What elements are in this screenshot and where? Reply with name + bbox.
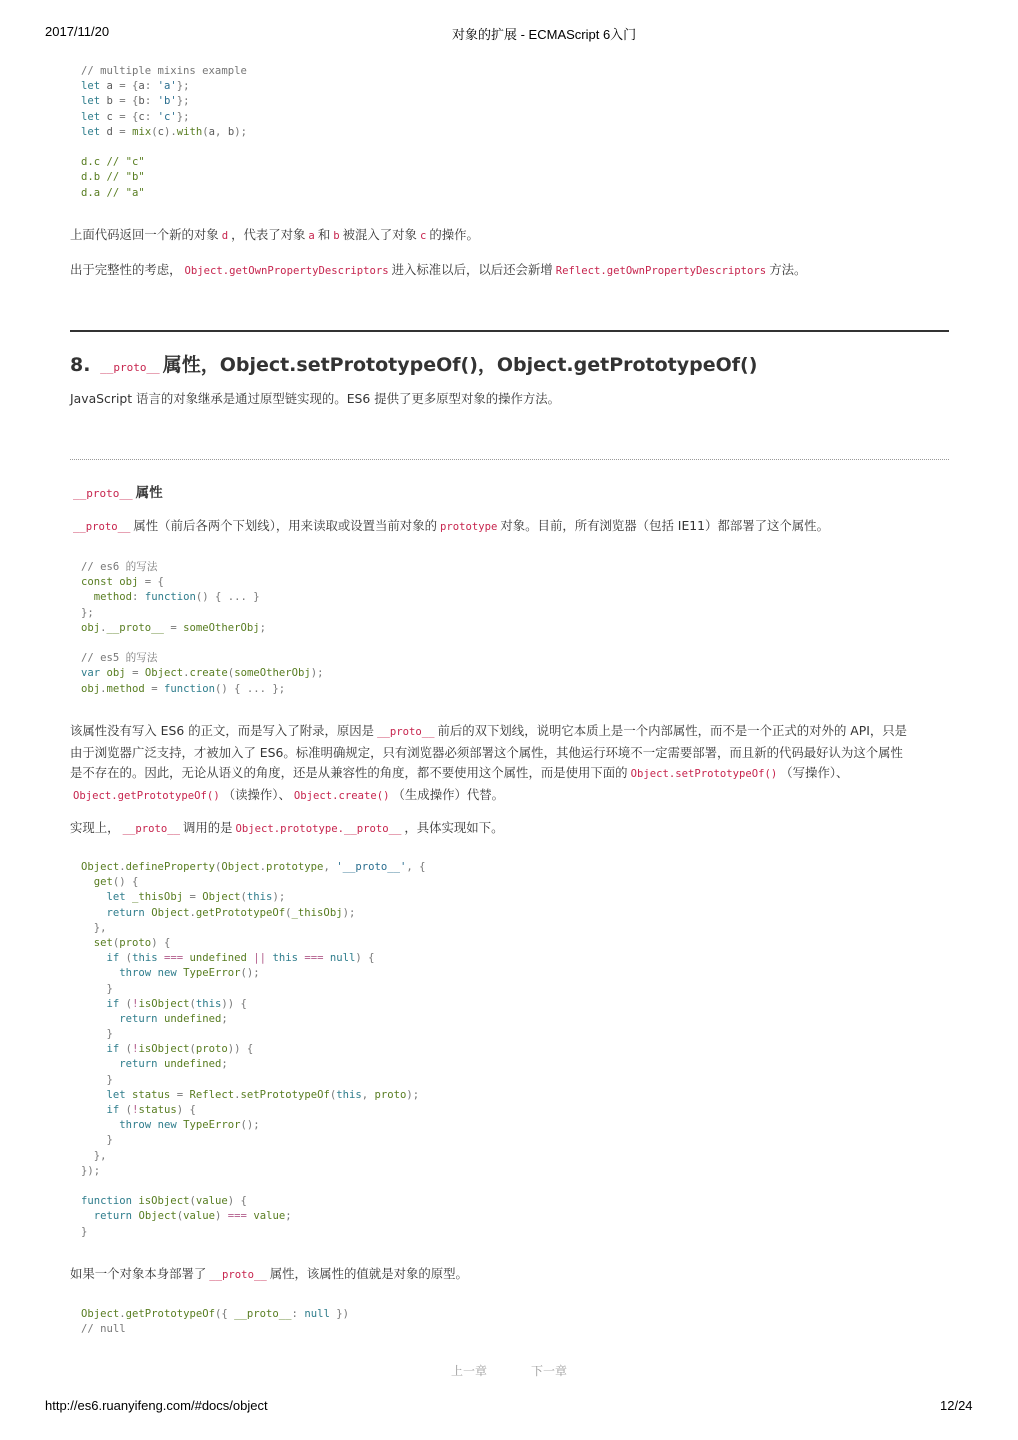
paragraph-completeness: 出于完整性的考虑， Object.getOwnPropertyDescriptors 进入标准以后，以后还会新增 Reflect.getOwnPropertyDescriptors 方法。: [70, 262, 807, 277]
code-line: }: [106, 1028, 113, 1041]
paragraph-proto-intro: __proto__ 属性（前后各两个下划线），用来读取或设置当前对象的 prototype 对象。目前，所有浏览器（包括 IE11）都部署了这个属性。: [70, 516, 829, 538]
inline-code: Object.create(): [293, 789, 390, 802]
code-line: if (!isObject(this)) {: [106, 997, 247, 1010]
inline-code: Object.getPrototypeOf(): [73, 789, 220, 802]
inline-code: prototype: [439, 521, 498, 533]
code-line: let status = Reflect.setPrototypeOf(this, proto);: [106, 1088, 420, 1101]
code-comment: // es6 的写法: [81, 561, 158, 573]
inline-code: __proto__: [73, 521, 131, 533]
code-block-mixins: [81, 64, 247, 201]
inline-code: c: [419, 230, 427, 242]
inline-code: __proto__: [209, 1269, 267, 1281]
code-line: if (!status) {: [106, 1104, 196, 1116]
code-line: throw new TypeError();: [119, 967, 260, 980]
inline-code: Object.getOwnPropertyDescriptors: [184, 265, 389, 277]
code-comment: // multiple mixins example: [81, 65, 247, 77]
paragraph-own-proto: 如果一个对象本身部署了 __proto__ 属性，该属性的值就是对象的原型。: [70, 1266, 468, 1281]
code-line: return undefined;: [119, 1012, 228, 1025]
prev-chapter-link[interactable]: 上一章: [451, 1364, 488, 1378]
print-date: 2017/11/20: [45, 24, 110, 39]
code-line: let c = {c: 'c'};: [81, 110, 190, 123]
code-comment: // es5 的写法: [81, 652, 158, 665]
code-line: set(proto) {: [93, 936, 171, 949]
section-intro: JavaScript 语言的对象继承是通过原型链实现的。ES6 提供了更多原型对象的操作方法。: [70, 391, 561, 406]
paragraph-proto-appendix: 该属性没有写入 ES6 的正文，而是写入了附录，原因是 __proto__ 前后的双下划线，说明它本质上是一个内部属性，而不是一个正式的对外的 API，只是 由于浏览器广泛支持，才被加入了 ES6。标准明确规定，只有浏览器必须部署这个属性，其他运行环境不一定需要部署，而且新的代码最好认为这个属性 是不存在的。因此，无论从语义的角度，还是从兼容性的角度，都不要使用这个属性，而是使用下面的 Object.setPrototypeOf() （写操作）、 Object.getPrototypeOf() （读操作）、 Object.create() （生成操作）代替。: [70, 723, 908, 802]
print-title: 对象的扩展 - ECMAScript 6入门: [452, 27, 637, 42]
inline-code: a: [308, 230, 315, 242]
code-line: throw new TypeError();: [119, 1119, 260, 1132]
section-divider: [70, 330, 949, 332]
subsection-divider: [70, 459, 949, 460]
code-line: }: [81, 1225, 88, 1238]
inline-code: Object.prototype.__proto__: [235, 823, 402, 835]
inline-code: __proto__: [122, 823, 180, 835]
inline-code: __proto__: [73, 487, 133, 500]
code-line: }: [106, 1134, 113, 1147]
inline-code: d: [221, 230, 229, 242]
code-line: let d = mix(c).with(a, b);: [81, 125, 247, 138]
code-line: Object.getPrototypeOf({ __proto__: null }): [81, 1308, 349, 1320]
code-line: Object.defineProperty(Object.prototype, '__proto__', {: [81, 861, 426, 873]
subsection-heading: __proto__ 属性: [70, 481, 163, 501]
paragraph-implementation: 实现上， __proto__ 调用的是 Object.prototype.__proto__ ，具体实现如下。: [70, 820, 504, 835]
code-line: if (!isObject(proto)) {: [106, 1043, 254, 1056]
inline-code: __proto__: [100, 361, 160, 374]
code-line: obj.__proto__ = someOtherObj;: [81, 621, 267, 634]
print-url: http://es6.ruanyifeng.com/#docs/object: [45, 1398, 268, 1413]
code-comment: // null: [81, 1323, 126, 1336]
code-line: });: [81, 1164, 101, 1177]
code-line: get() {: [93, 876, 139, 889]
code-line: let _thisObj = Object(this);: [106, 891, 286, 904]
inline-code: Reflect.getOwnPropertyDescriptors: [555, 265, 767, 277]
code-line: const obj = {: [81, 576, 164, 589]
code-line: return undefined;: [119, 1058, 228, 1071]
inline-code: Object.setPrototypeOf(): [630, 768, 778, 780]
code-line: var obj = Object.create(someOtherObj);: [81, 667, 324, 680]
code-line: return Object.getPrototypeOf(_thisObj);: [106, 906, 356, 919]
code-line: return Object(value) === value;: [93, 1210, 292, 1223]
section-heading: 8. __proto__ 属性，Object.setPrototypeOf()，Object.getPrototypeOf(): [70, 354, 758, 376]
code-line: method: function() { ... }: [93, 591, 260, 604]
code-line: d.c // "c": [81, 156, 145, 169]
page-number: 12/24: [940, 1398, 973, 1413]
code-line: let a = {a: 'a'};: [81, 80, 190, 93]
code-block-define-property: [81, 860, 426, 1240]
code-block-es6-es5: [81, 560, 324, 697]
code-line: },: [93, 921, 107, 934]
code-line: let b = {b: 'b'};: [81, 95, 190, 108]
inline-code: __proto__: [377, 726, 435, 738]
code-line: if (this === undefined || this === null) {: [106, 952, 375, 965]
code-line: }: [106, 982, 113, 995]
code-line: },: [93, 1149, 107, 1162]
code-line: };: [81, 606, 94, 619]
next-chapter-link[interactable]: 下一章: [531, 1364, 568, 1378]
code-line: }: [106, 1073, 113, 1086]
paragraph-mixin-result: 上面代码返回一个新的对象 d ，代表了对象 a 和 b 被混入了对象 c 的操作。: [70, 227, 479, 242]
inline-code: b: [333, 230, 340, 242]
code-line: function isObject(value) {: [81, 1195, 247, 1208]
code-block-get-prototype: [81, 1307, 349, 1337]
code-line: d.a // "a": [81, 186, 145, 199]
code-line: obj.method = function() { ... };: [81, 682, 286, 695]
code-line: d.b // "b": [81, 171, 145, 184]
